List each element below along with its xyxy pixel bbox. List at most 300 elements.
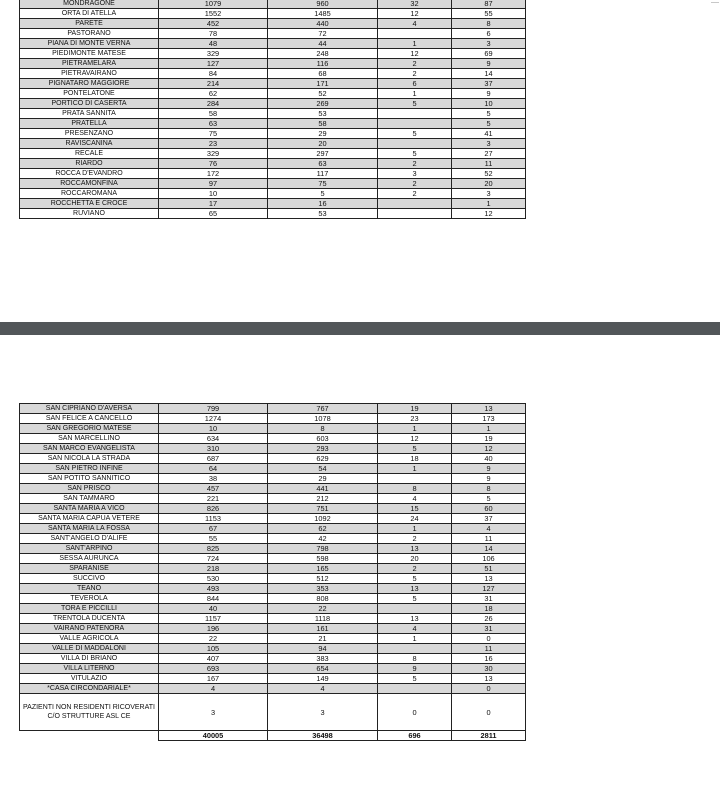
- value-cell: 960: [268, 0, 378, 9]
- value-cell: [378, 109, 452, 119]
- value-cell: 37: [452, 79, 526, 89]
- table-row: [20, 139, 526, 149]
- value-cell: 1: [452, 424, 526, 434]
- value-cell: 41: [452, 129, 526, 139]
- value-cell: 2: [378, 564, 452, 574]
- value-cell: 440: [268, 19, 378, 29]
- value-cell: 826: [159, 504, 268, 514]
- value-cell: 58: [159, 109, 268, 119]
- value-cell: 5: [452, 494, 526, 504]
- value-cell: 11: [452, 159, 526, 169]
- municipality-name-cell: RECALE: [20, 149, 159, 159]
- value-cell: 52: [268, 89, 378, 99]
- nonresident-patients-row: [20, 694, 526, 731]
- value-cell: 767: [268, 404, 378, 414]
- value-cell: 53: [268, 109, 378, 119]
- municipality-name-cell: SAN NICOLA LA STRADA: [20, 454, 159, 464]
- value-cell: 53: [268, 209, 378, 219]
- value-cell: 55: [452, 9, 526, 19]
- nonresident-label-cell: PAZIENTI NON RESIDENTI RICOVERATI C/O STRUTTURE ASL CE: [20, 694, 159, 731]
- table-row: [20, 634, 526, 644]
- municipality-name-cell: VALLE DI MADDALONI: [20, 644, 159, 654]
- value-cell: 13: [378, 584, 452, 594]
- value-cell: 353: [268, 584, 378, 594]
- total-value-cell: 2811: [452, 731, 526, 741]
- value-cell: 798: [268, 544, 378, 554]
- value-cell: 603: [268, 434, 378, 444]
- value-cell: 27: [452, 149, 526, 159]
- value-cell: 18: [378, 454, 452, 464]
- table-row: [20, 39, 526, 49]
- value-cell: 51: [452, 564, 526, 574]
- value-cell: 1157: [159, 614, 268, 624]
- value-cell: 11: [452, 644, 526, 654]
- municipality-name-cell: ORTA DI ATELLA: [20, 9, 159, 19]
- municipality-name-cell: SAN CIPRIANO D'AVERSA: [20, 404, 159, 414]
- table-row: [20, 654, 526, 664]
- table-row: [20, 169, 526, 179]
- value-cell: 0: [452, 684, 526, 694]
- value-cell: 1274: [159, 414, 268, 424]
- value-cell: 116: [268, 59, 378, 69]
- value-cell: 16: [268, 199, 378, 209]
- value-cell: 844: [159, 594, 268, 604]
- value-cell: 9: [452, 474, 526, 484]
- value-cell: 329: [159, 149, 268, 159]
- table-row: [20, 89, 526, 99]
- value-cell: 19: [378, 404, 452, 414]
- value-cell: 31: [452, 594, 526, 604]
- table-row: [20, 189, 526, 199]
- value-cell: 20: [452, 179, 526, 189]
- value-cell: 44: [268, 39, 378, 49]
- value-cell: 94: [268, 644, 378, 654]
- table-top-body: [20, 0, 526, 219]
- value-cell: 5: [378, 574, 452, 584]
- value-cell: 14: [452, 69, 526, 79]
- value-cell: 8: [452, 19, 526, 29]
- table-row: [20, 444, 526, 454]
- value-cell: [378, 644, 452, 654]
- value-cell: 16: [452, 654, 526, 664]
- table-row: [20, 404, 526, 414]
- value-cell: 172: [159, 169, 268, 179]
- value-cell: 2: [378, 59, 452, 69]
- value-cell: 284: [159, 99, 268, 109]
- value-cell: 9: [452, 59, 526, 69]
- value-cell: 12: [378, 9, 452, 19]
- value-cell: 30: [452, 664, 526, 674]
- value-cell: 799: [159, 404, 268, 414]
- value-cell: 40: [452, 454, 526, 464]
- value-cell: 512: [268, 574, 378, 584]
- value-cell: 3: [452, 39, 526, 49]
- municipality-name-cell: ROCCA D'EVANDRO: [20, 169, 159, 179]
- municipality-name-cell: SANTA MARIA A VICO: [20, 504, 159, 514]
- value-cell: 1552: [159, 9, 268, 19]
- municipality-name-cell: ROCCAROMANA: [20, 189, 159, 199]
- table-bottom-body: [20, 404, 526, 741]
- value-cell: 13: [452, 674, 526, 684]
- value-cell: 212: [268, 494, 378, 504]
- value-cell: 5: [378, 674, 452, 684]
- value-cell: 654: [268, 664, 378, 674]
- value-cell: 825: [159, 544, 268, 554]
- value-cell: 13: [452, 404, 526, 414]
- municipality-name-cell: SAN TAMMARO: [20, 494, 159, 504]
- table-row: [20, 474, 526, 484]
- value-cell: 5: [268, 189, 378, 199]
- municipality-name-cell: TEVEROLA: [20, 594, 159, 604]
- value-cell: 22: [159, 634, 268, 644]
- value-cell: 55: [159, 534, 268, 544]
- totals-row: [20, 731, 526, 741]
- value-cell: 407: [159, 654, 268, 664]
- value-cell: [378, 604, 452, 614]
- value-cell: 221: [159, 494, 268, 504]
- value-cell: 6: [452, 29, 526, 39]
- table-row: [20, 624, 526, 634]
- value-cell: 457: [159, 484, 268, 494]
- municipality-name-cell: ROCCHETTA E CROCE: [20, 199, 159, 209]
- total-value-cell: 696: [378, 731, 452, 741]
- municipality-name-cell: ROCCAMONFINA: [20, 179, 159, 189]
- value-cell: [378, 119, 452, 129]
- value-cell: 24: [378, 514, 452, 524]
- municipality-name-cell: SANTA MARIA CAPUA VETERE: [20, 514, 159, 524]
- value-cell: 530: [159, 574, 268, 584]
- value-cell: 19: [452, 434, 526, 444]
- value-cell: 149: [268, 674, 378, 684]
- value-cell: 69: [452, 49, 526, 59]
- value-cell: 452: [159, 19, 268, 29]
- value-cell: 629: [268, 454, 378, 464]
- municipality-name-cell: VILLA LITERNO: [20, 664, 159, 674]
- value-cell: 22: [268, 604, 378, 614]
- table-row: [20, 119, 526, 129]
- value-cell: 84: [159, 69, 268, 79]
- value-cell: 173: [452, 414, 526, 424]
- table-row: [20, 644, 526, 654]
- municipality-name-cell: SANT'ANGELO D'ALIFE: [20, 534, 159, 544]
- value-cell: 12: [452, 444, 526, 454]
- value-cell: 214: [159, 79, 268, 89]
- value-cell: 20: [378, 554, 452, 564]
- value-cell: 218: [159, 564, 268, 574]
- municipality-name-cell: PARETE: [20, 19, 159, 29]
- value-cell: 3: [268, 694, 378, 731]
- value-cell: 5: [378, 594, 452, 604]
- value-cell: 40: [159, 604, 268, 614]
- municipality-name-cell: SAN PRISCO: [20, 484, 159, 494]
- municipality-name-cell: SAN MARCO EVANGELISTA: [20, 444, 159, 454]
- value-cell: 8: [452, 484, 526, 494]
- total-value-cell: 36498: [268, 731, 378, 741]
- table-row: [20, 564, 526, 574]
- value-cell: 38: [159, 474, 268, 484]
- value-cell: 1: [378, 424, 452, 434]
- value-cell: 1092: [268, 514, 378, 524]
- value-cell: 5: [378, 444, 452, 454]
- value-cell: [378, 29, 452, 39]
- municipality-name-cell: SANTA MARIA LA FOSSA: [20, 524, 159, 534]
- value-cell: 75: [268, 179, 378, 189]
- table-row: [20, 79, 526, 89]
- table-row: [20, 544, 526, 554]
- table-row: [20, 574, 526, 584]
- value-cell: 383: [268, 654, 378, 664]
- table-row: [20, 454, 526, 464]
- value-cell: 4: [452, 524, 526, 534]
- value-cell: 97: [159, 179, 268, 189]
- value-cell: 10: [159, 424, 268, 434]
- value-cell: 3: [378, 169, 452, 179]
- municipality-name-cell: PIANA DI MONTE VERNA: [20, 39, 159, 49]
- value-cell: 76: [159, 159, 268, 169]
- value-cell: 105: [159, 644, 268, 654]
- value-cell: 8: [268, 424, 378, 434]
- municipality-name-cell: RAVISCANINA: [20, 139, 159, 149]
- table-row: [20, 59, 526, 69]
- value-cell: 1118: [268, 614, 378, 624]
- value-cell: 2: [378, 179, 452, 189]
- value-cell: 12: [378, 434, 452, 444]
- value-cell: 5: [378, 99, 452, 109]
- table-row: [20, 664, 526, 674]
- value-cell: [378, 209, 452, 219]
- municipality-name-cell: SAN FELICE A CANCELLO: [20, 414, 159, 424]
- value-cell: 1: [378, 464, 452, 474]
- value-cell: 62: [159, 89, 268, 99]
- value-cell: 52: [452, 169, 526, 179]
- value-cell: 1: [378, 39, 452, 49]
- value-cell: 1153: [159, 514, 268, 524]
- municipality-name-cell: PRATELLA: [20, 119, 159, 129]
- value-cell: 2: [378, 189, 452, 199]
- value-cell: 724: [159, 554, 268, 564]
- value-cell: 9: [378, 664, 452, 674]
- value-cell: 5: [452, 119, 526, 129]
- value-cell: 2: [378, 159, 452, 169]
- value-cell: 12: [452, 209, 526, 219]
- table-row: [20, 0, 526, 9]
- value-cell: 14: [452, 544, 526, 554]
- value-cell: 32: [378, 0, 452, 9]
- municipality-name-cell: VAIRANO PATENORA: [20, 624, 159, 634]
- value-cell: 87: [452, 0, 526, 9]
- municipality-name-cell: SUCCIVO: [20, 574, 159, 584]
- value-cell: 4: [268, 684, 378, 694]
- value-cell: 1079: [159, 0, 268, 9]
- table-row: [20, 209, 526, 219]
- value-cell: 6: [378, 79, 452, 89]
- value-cell: 48: [159, 39, 268, 49]
- municipality-name-cell: MONDRAGONE: [20, 0, 159, 9]
- value-cell: 441: [268, 484, 378, 494]
- value-cell: 60: [452, 504, 526, 514]
- value-cell: 3: [452, 139, 526, 149]
- value-cell: 2: [378, 534, 452, 544]
- table-row: [20, 29, 526, 39]
- municipality-name-cell: *CASA CIRCONDARIALE*: [20, 684, 159, 694]
- municipality-name-cell: RUVIANO: [20, 209, 159, 219]
- value-cell: 26: [452, 614, 526, 624]
- value-cell: 5: [452, 109, 526, 119]
- municipality-name-cell: SAN POTITO SANNITICO: [20, 474, 159, 484]
- municipality-name-cell: VILLA DI BRIANO: [20, 654, 159, 664]
- value-cell: 54: [268, 464, 378, 474]
- table-row: [20, 614, 526, 624]
- municipality-name-cell: SAN MARCELLINO: [20, 434, 159, 444]
- value-cell: 5: [378, 149, 452, 159]
- value-cell: 23: [159, 139, 268, 149]
- value-cell: 29: [268, 129, 378, 139]
- table-row: [20, 129, 526, 139]
- value-cell: 1: [378, 634, 452, 644]
- table-row: [20, 159, 526, 169]
- table-row: [20, 434, 526, 444]
- page-edge-mark: [711, 2, 719, 3]
- value-cell: 8: [378, 654, 452, 664]
- value-cell: [378, 684, 452, 694]
- value-cell: 31: [452, 624, 526, 634]
- value-cell: 23: [378, 414, 452, 424]
- table-row: [20, 484, 526, 494]
- municipality-name-cell: VITULAZIO: [20, 674, 159, 684]
- value-cell: 1: [378, 524, 452, 534]
- value-cell: 310: [159, 444, 268, 454]
- page-separator: [0, 322, 720, 335]
- value-cell: 8: [378, 484, 452, 494]
- table-row: [20, 99, 526, 109]
- municipality-name-cell: SESSA AURUNCA: [20, 554, 159, 564]
- value-cell: 165: [268, 564, 378, 574]
- table-row: [20, 424, 526, 434]
- value-cell: 634: [159, 434, 268, 444]
- value-cell: 1: [378, 89, 452, 99]
- value-cell: 167: [159, 674, 268, 684]
- value-cell: 248: [268, 49, 378, 59]
- value-cell: 808: [268, 594, 378, 604]
- value-cell: 10: [159, 189, 268, 199]
- table-row: [20, 584, 526, 594]
- value-cell: 171: [268, 79, 378, 89]
- municipality-name-cell: TRENTOLA DUCENTA: [20, 614, 159, 624]
- municipality-name-cell: TORA E PICCILLI: [20, 604, 159, 614]
- value-cell: 58: [268, 119, 378, 129]
- value-cell: 9: [452, 464, 526, 474]
- municipality-name-cell: SAN GREGORIO MATESE: [20, 424, 159, 434]
- value-cell: 0: [378, 694, 452, 731]
- table-row: [20, 504, 526, 514]
- value-cell: [378, 199, 452, 209]
- value-cell: 4: [378, 494, 452, 504]
- table-row: [20, 109, 526, 119]
- table-row: [20, 534, 526, 544]
- value-cell: 2: [378, 69, 452, 79]
- value-cell: 4: [378, 624, 452, 634]
- value-cell: 75: [159, 129, 268, 139]
- value-cell: 20: [268, 139, 378, 149]
- value-cell: 161: [268, 624, 378, 634]
- table-row: [20, 179, 526, 189]
- value-cell: 687: [159, 454, 268, 464]
- table-row: [20, 464, 526, 474]
- table-row: [20, 69, 526, 79]
- value-cell: 0: [452, 694, 526, 731]
- value-cell: 11: [452, 534, 526, 544]
- value-cell: 4: [378, 19, 452, 29]
- municipality-name-cell: PIGNATARO MAGGIORE: [20, 79, 159, 89]
- table-row: [20, 594, 526, 604]
- value-cell: 329: [159, 49, 268, 59]
- municipality-name-cell: PIETRAVAIRANO: [20, 69, 159, 79]
- value-cell: 21: [268, 634, 378, 644]
- value-cell: 196: [159, 624, 268, 634]
- municipality-name-cell: PASTORANO: [20, 29, 159, 39]
- value-cell: 18: [452, 604, 526, 614]
- table-row: [20, 684, 526, 694]
- table-row: [20, 514, 526, 524]
- value-cell: 9: [452, 89, 526, 99]
- municipality-name-cell: PIETRAMELARA: [20, 59, 159, 69]
- value-cell: 751: [268, 504, 378, 514]
- value-cell: 62: [268, 524, 378, 534]
- value-cell: 293: [268, 444, 378, 454]
- municipality-name-cell: PRATA SANNITA: [20, 109, 159, 119]
- value-cell: 29: [268, 474, 378, 484]
- value-cell: [378, 474, 452, 484]
- value-cell: 5: [378, 129, 452, 139]
- table-row: [20, 604, 526, 614]
- value-cell: 67: [159, 524, 268, 534]
- value-cell: 17: [159, 199, 268, 209]
- municipality-table-top: [19, 0, 526, 219]
- table-row: [20, 414, 526, 424]
- table-row: [20, 674, 526, 684]
- value-cell: 3: [159, 694, 268, 731]
- table-row: [20, 19, 526, 29]
- value-cell: 13: [378, 544, 452, 554]
- table-row: [20, 199, 526, 209]
- totals-blank-cell: [20, 731, 159, 741]
- value-cell: 37: [452, 514, 526, 524]
- value-cell: 65: [159, 209, 268, 219]
- table-row: [20, 554, 526, 564]
- municipality-name-cell: PONTELATONE: [20, 89, 159, 99]
- municipality-name-cell: SANT'ARPINO: [20, 544, 159, 554]
- value-cell: 127: [159, 59, 268, 69]
- value-cell: 269: [268, 99, 378, 109]
- value-cell: 1: [452, 199, 526, 209]
- value-cell: 493: [159, 584, 268, 594]
- municipality-name-cell: RIARDO: [20, 159, 159, 169]
- value-cell: 106: [452, 554, 526, 564]
- municipality-name-cell: PIEDIMONTE MATESE: [20, 49, 159, 59]
- table-row: [20, 149, 526, 159]
- value-cell: 693: [159, 664, 268, 674]
- value-cell: 12: [378, 49, 452, 59]
- value-cell: 3: [452, 189, 526, 199]
- value-cell: 127: [452, 584, 526, 594]
- value-cell: 1485: [268, 9, 378, 19]
- municipality-table-bottom: [19, 403, 526, 741]
- municipality-name-cell: SAN PIETRO INFINE: [20, 464, 159, 474]
- table-row: [20, 524, 526, 534]
- municipality-name-cell: PORTICO DI CASERTA: [20, 99, 159, 109]
- table-row: [20, 494, 526, 504]
- value-cell: 78: [159, 29, 268, 39]
